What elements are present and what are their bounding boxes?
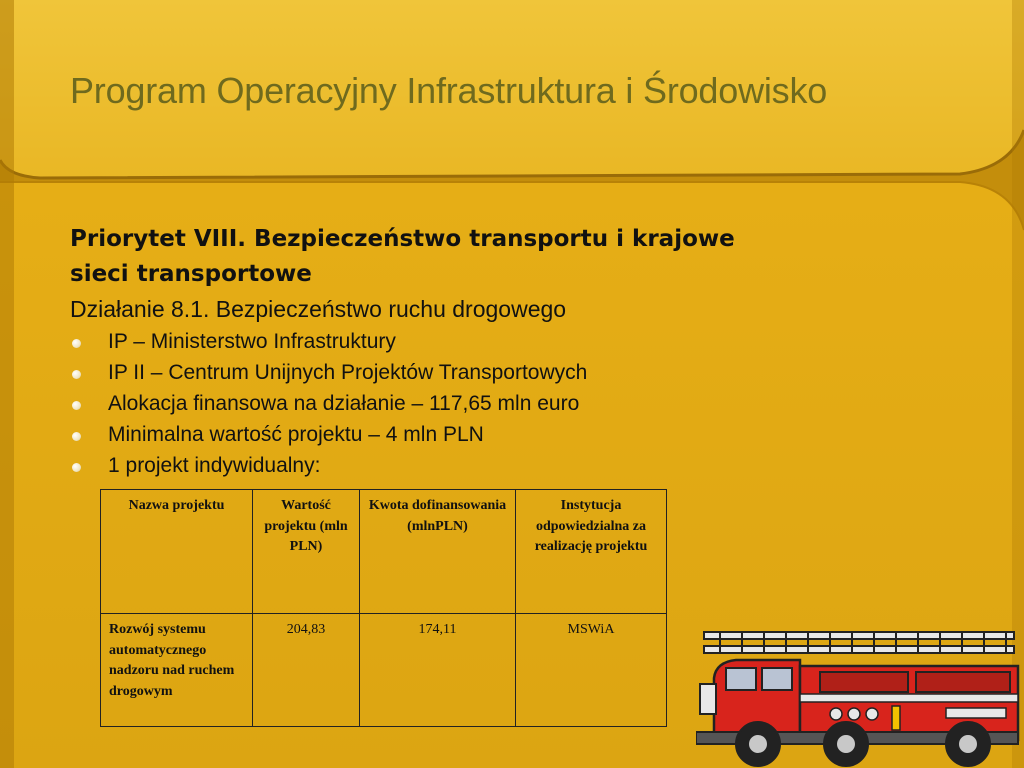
list-item-text: IP – Ministerstwo Infrastruktury bbox=[108, 330, 396, 353]
bullet-dot-icon bbox=[72, 339, 81, 348]
list-item bbox=[70, 419, 830, 450]
priority-heading-line-2: sieci transportowe bbox=[70, 261, 312, 287]
fire-truck-icon bbox=[696, 626, 1024, 768]
list-item-text: IP II – Centrum Unijnych Projektów Transportowych bbox=[108, 361, 588, 384]
header-responsible-institution: Instytucja odpowiedzialna za realizację projektu bbox=[516, 490, 667, 614]
bullet-dot-icon bbox=[72, 370, 81, 379]
priority-heading bbox=[70, 222, 830, 292]
project-table bbox=[100, 489, 667, 727]
table-row bbox=[101, 614, 667, 727]
bullet-dot-icon bbox=[72, 401, 81, 410]
slide-title: Program Operacyjny Infrastruktura i Środowisko bbox=[70, 70, 828, 111]
header-project-value: Wartość projektu (mln PLN) bbox=[253, 490, 360, 614]
bullet-dot-icon bbox=[72, 463, 81, 472]
list-item bbox=[70, 357, 830, 388]
list-item bbox=[70, 450, 830, 481]
list-item-text: Alokacja finansowa na działanie – 117,65 mln euro bbox=[108, 392, 580, 415]
cell-responsible-institution: MSWiA bbox=[516, 614, 667, 727]
bullet-dot-icon bbox=[72, 432, 81, 441]
list-item bbox=[70, 326, 830, 357]
action-subheading: Działanie 8.1. Bezpieczeństwo ruchu drogowego bbox=[70, 296, 567, 322]
cell-funding-amount: 174,11 bbox=[360, 614, 516, 727]
header-project-name: Nazwa projektu bbox=[101, 490, 253, 614]
slide-content bbox=[70, 222, 830, 481]
cell-project-value: 204,83 bbox=[253, 614, 360, 727]
list-item bbox=[70, 388, 830, 419]
table-header-row bbox=[101, 490, 667, 614]
list-item-text: 1 projekt indywidualny: bbox=[108, 454, 321, 477]
bullet-list bbox=[70, 326, 830, 481]
list-item-text: Minimalna wartość projektu – 4 mln PLN bbox=[108, 423, 484, 446]
priority-heading-line-1: Priorytet VIII. Bezpieczeństwo transportu i krajowe bbox=[70, 226, 735, 252]
cell-project-name: Rozwój systemu automatycznego nadzoru nad ruchem drogowym bbox=[101, 614, 253, 727]
header-funding-amount: Kwota dofinansowania (mlnPLN) bbox=[360, 490, 516, 614]
